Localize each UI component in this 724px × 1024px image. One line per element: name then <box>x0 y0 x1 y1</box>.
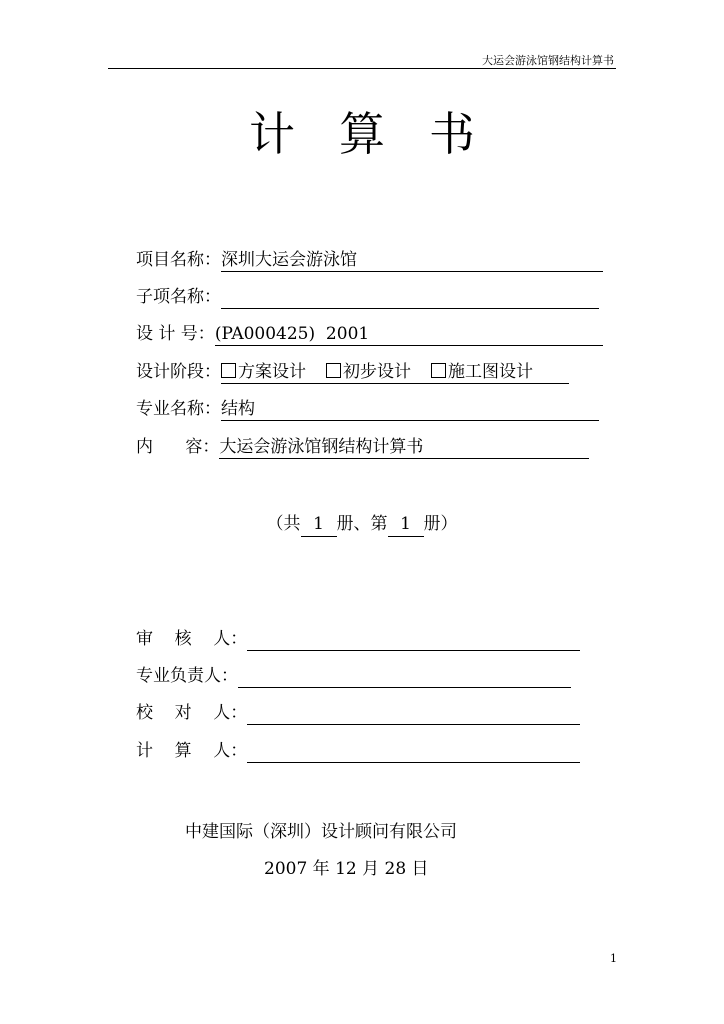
volume-close: 册） <box>423 514 458 534</box>
design-no-value: (PA000425) 2001 <box>215 323 603 346</box>
content-value: 大运会游泳馆钢结构计算书 <box>219 436 589 459</box>
content-label: 内 容： <box>136 437 220 457</box>
lead-label: 专业负责人： <box>136 666 238 686</box>
volume-current: 1 <box>388 512 424 537</box>
field-subproject-name <box>136 285 599 309</box>
field-content <box>136 435 589 459</box>
design-stage-label: 设计阶段： <box>136 362 221 382</box>
option-preliminary-label: 初步设计 <box>343 362 411 382</box>
company-name: 中建国际（深圳）设计顾问有限公司 <box>185 822 457 842</box>
volume-open: （共 <box>266 514 301 534</box>
checker-label: 校 对 人： <box>136 703 248 723</box>
option-preliminary[interactable] <box>326 362 411 382</box>
lead-line <box>238 665 571 688</box>
option-scheme-label: 方案设计 <box>238 362 306 382</box>
reviewer-line <box>247 628 580 651</box>
checkbox-icon[interactable] <box>326 363 341 378</box>
project-name-value: 深圳大运会游泳馆 <box>221 249 603 272</box>
signature-reviewer <box>136 627 580 651</box>
field-discipline <box>136 397 599 421</box>
option-construction-label: 施工图设计 <box>448 362 533 382</box>
page-number: 1 <box>610 952 617 965</box>
field-design-stage <box>136 360 569 384</box>
project-name-label: 项目名称： <box>136 250 221 270</box>
signature-calculator <box>136 739 580 763</box>
checkbox-icon[interactable] <box>221 363 236 378</box>
discipline-label: 专业名称： <box>136 399 221 419</box>
option-construction[interactable] <box>431 362 533 382</box>
field-project-name <box>136 248 603 272</box>
signature-checker <box>136 701 580 725</box>
option-scheme[interactable] <box>221 362 306 382</box>
signature-lead <box>136 664 571 688</box>
field-design-no <box>136 322 603 346</box>
design-no-label: 设 计 号： <box>136 324 215 344</box>
discipline-value: 结构 <box>221 398 599 421</box>
running-header: 大运会游泳馆钢结构计算书 <box>482 54 614 67</box>
volume-info <box>0 512 724 537</box>
design-stage-options <box>221 361 569 384</box>
volume-middle: 册、第 <box>336 514 388 534</box>
subproject-name-label: 子项名称： <box>136 287 221 307</box>
document-date: 2007 年 12 月 28 日 <box>264 859 429 879</box>
reviewer-label: 审 核 人： <box>136 629 248 649</box>
calculator-label: 计 算 人： <box>136 741 248 761</box>
volume-total: 1 <box>301 512 337 537</box>
header-rule <box>108 68 616 69</box>
calculator-line <box>247 740 580 763</box>
checkbox-icon[interactable] <box>431 363 446 378</box>
subproject-name-value <box>221 286 599 309</box>
checker-line <box>247 702 580 725</box>
document-title: 计算书 <box>249 107 519 161</box>
